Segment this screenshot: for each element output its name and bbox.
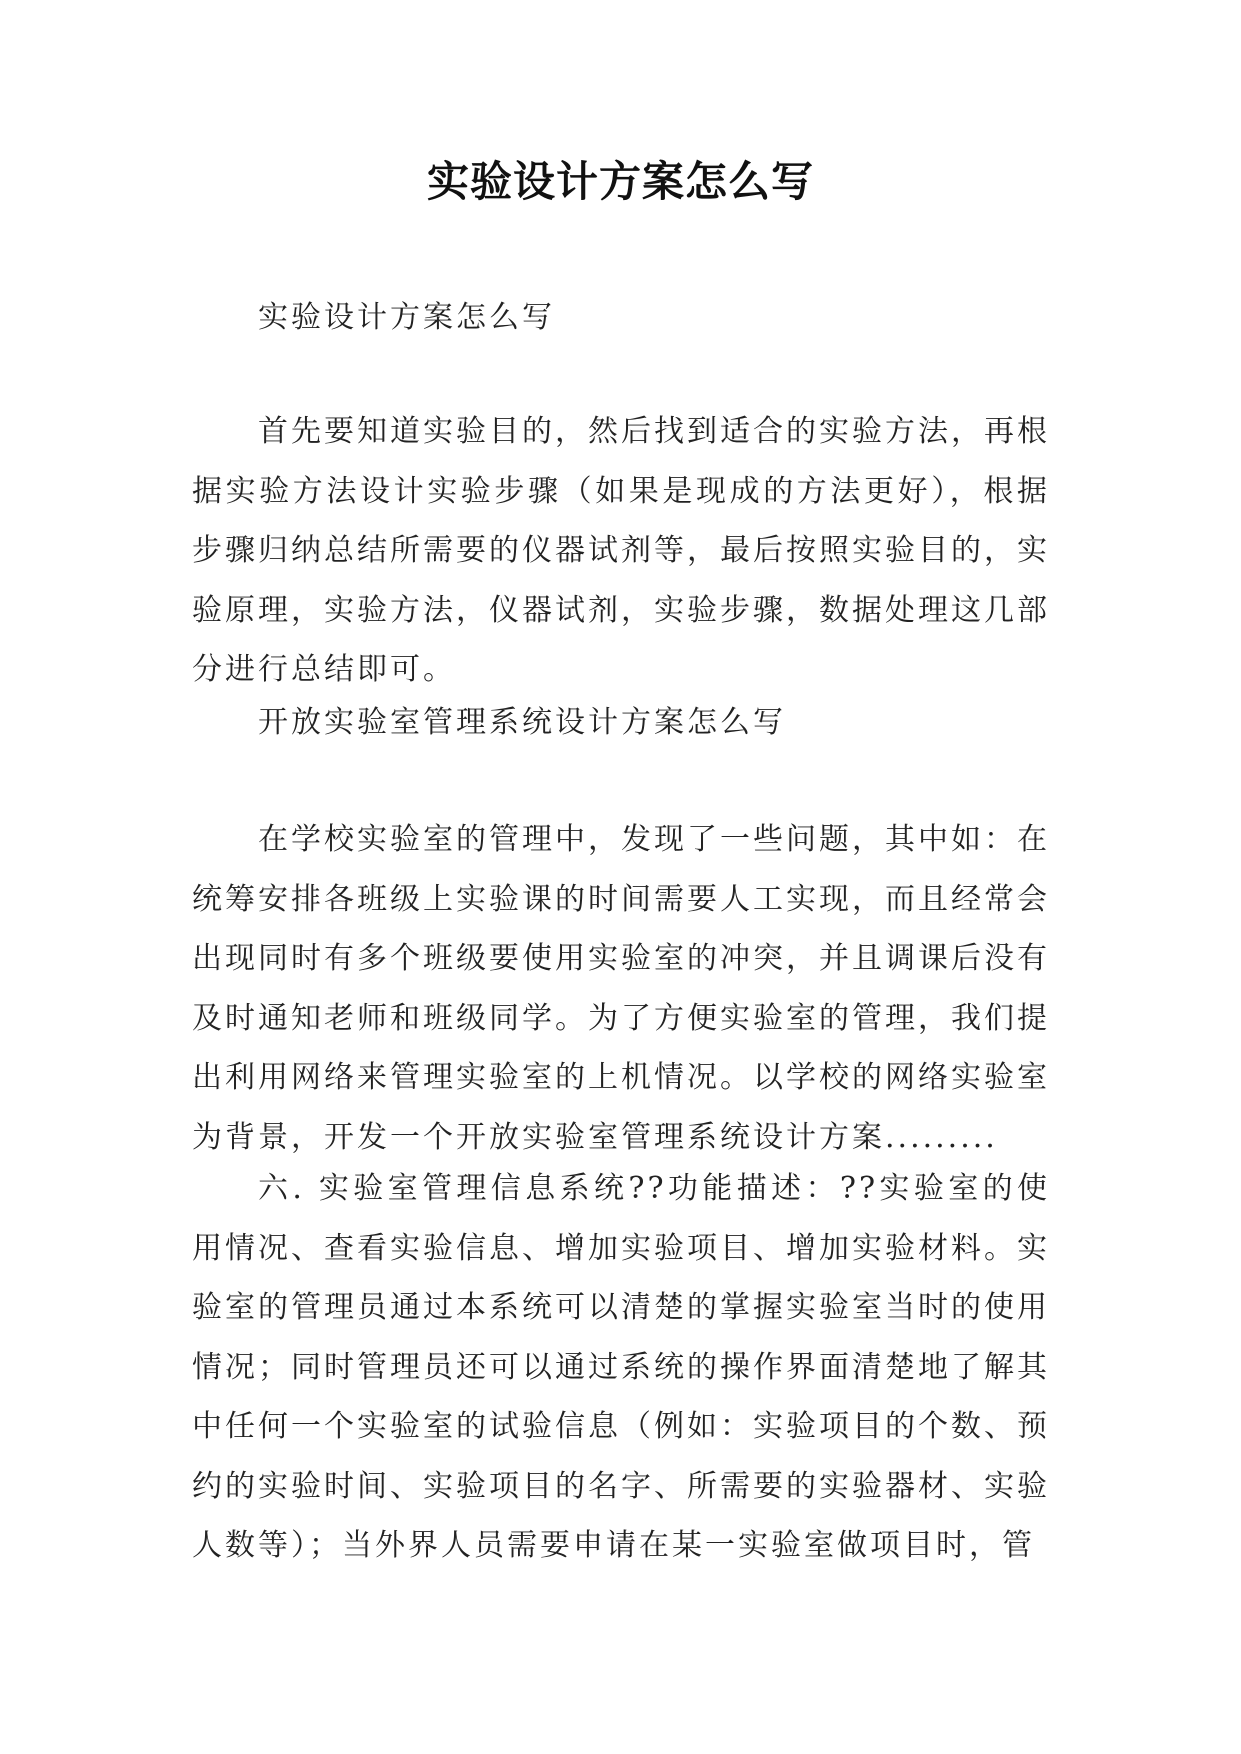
subtitle-paragraph: 实验设计方案怎么写 bbox=[258, 300, 555, 335]
body-paragraph: 六. 实验室管理信息系统??功能描述：??实验室的使用情况、查看实验信息、增加实验项目、增加实验材料。实验室的管理员通过本系统可以清楚的掌握实验室当时的使用情况；同时管理员还可以通过系统的操作界面清楚地了解其中任何一个实验室的试验信息（例如：实验项目的个数、预约的实验时间、实验项目的名字、所需要的实验器材、实验人数等）；当外界人员需要申请在某一实验室做项目时，管 bbox=[192, 1171, 1050, 1563]
body-paragraph: 在学校实验室的管理中，发现了一些问题，其中如：在统筹安排各班级上实验课的时间需要人工实现，而且经常会出现同时有多个班级要使用实验室的冲突，并且调课后没有及时通知老师和班级同学。为了方便实验室的管理，我们提出利用网络来管理实验室的上机情况。以学校的网络实验室为背景，开发一个开放实验室管理系统设计方案......... bbox=[192, 822, 1050, 1155]
body-paragraph: 首先要知道实验目的，然后找到适合的实验方法，再根据实验方法设计实验步骤（如果是现成的方法更好），根据步骤归纳总结所需要的仪器试剂等，最后按照实验目的，实验原理，实验方法，仪器试剂，实验步骤，数据处理这几部分进行总结即可。 bbox=[192, 414, 1050, 687]
section-heading-paragraph: 开放实验室管理系统设计方案怎么写 bbox=[258, 705, 786, 740]
document-title: 实验设计方案怎么写 bbox=[426, 157, 814, 206]
